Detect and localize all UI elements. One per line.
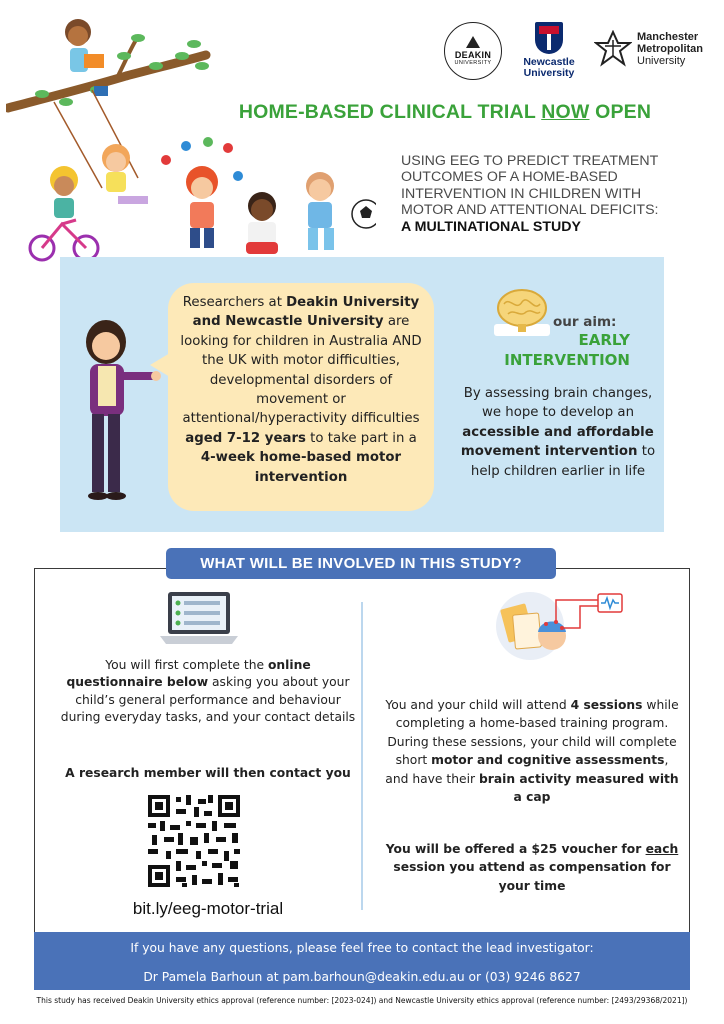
section-header: WHAT WILL BE INVOLVED IN THIS STUDY? bbox=[166, 548, 556, 579]
newcastle-shield-icon bbox=[535, 22, 563, 54]
aim-label: our aim: bbox=[553, 314, 617, 330]
mmu-logo-line1: Manchester bbox=[637, 31, 699, 43]
mmu-logo-line3: University bbox=[637, 55, 686, 67]
aim-title: EARLY INTERVENTION bbox=[504, 331, 630, 369]
newcastle-logo-subtext: University bbox=[523, 67, 575, 79]
contact-note: A research member will then contact you bbox=[65, 766, 351, 780]
subtitle-bold-line: A MULTINATIONAL STUDY bbox=[401, 218, 581, 235]
deakin-logo-text: DEAKIN bbox=[454, 50, 492, 60]
deakin-logo-subtext: UNIVERSITY bbox=[454, 60, 492, 66]
newcastle-logo bbox=[518, 22, 580, 82]
subtitle-line: OUTCOMES OF A HOME-BASED bbox=[401, 169, 618, 186]
subtitle-line: INTERVENTION IN CHILDREN WITH bbox=[401, 185, 642, 202]
questionnaire-link[interactable]: bit.ly/eeg-motor-trial bbox=[132, 899, 284, 918]
section-divider bbox=[361, 602, 363, 910]
mmu-logo bbox=[594, 26, 718, 72]
footer-contact-text[interactable]: Dr Pamela Barhoun at pam.barhoun@deakin.edu.au or (03) 9246 8627 bbox=[143, 970, 581, 984]
mmu-logo-line2: Metropolitan bbox=[637, 43, 703, 55]
questionnaire-instructions: You will first complete the online questionnaire below asking you about your child’s general performance and behaviour during everyday tasks, and your contact details bbox=[60, 658, 356, 725]
laptop-questionnaire-icon bbox=[160, 590, 238, 646]
trial-title: HOME-BASED CLINICAL TRIAL NOW OPEN bbox=[238, 101, 652, 123]
mmu-star-icon bbox=[594, 30, 632, 68]
deakin-logo bbox=[444, 22, 502, 80]
deakin-mark-icon bbox=[466, 36, 480, 48]
voucher-note: You will be offered a $25 voucher for each session you attend as compensation for your time bbox=[385, 842, 679, 893]
session-details: You and your child will attend 4 sessions while completing a home-based training program. During these sessions, your child will complete short motor and cognitive assessments, and have their brain activity measured with a cap bbox=[385, 698, 679, 805]
ethics-approval-note: This study has received Deakin University ethics approval (reference number: [2023-024]) and Newcastle University ethics approval (reference number: [2493/29368/2021]) bbox=[36, 996, 688, 1005]
subtitle-line: USING EEG TO PREDICT TREATMENT bbox=[401, 153, 659, 169]
subtitle-line: MOTOR AND ATTENTIONAL DEFICITS: bbox=[401, 202, 659, 219]
study-subtitle bbox=[401, 153, 701, 235]
eeg-assessment-icon bbox=[490, 590, 624, 664]
aim-description: By assessing brain changes, we hope to develop an accessible and affordable movement intervention to help children earlier in life bbox=[460, 386, 656, 479]
children-playing-illustration bbox=[6, 10, 376, 266]
researcher-illustration bbox=[66, 316, 162, 506]
newcastle-logo-text: Newcastle bbox=[523, 56, 575, 68]
recruitment-speech-bubble: Researchers at Deakin University and Newcastle University are looking for children in Australia AND the UK with motor difficulties, developmental disorders of movement or attentional/hyperactivity difficulties aged 7-12 years to take part in a 4-week home-based motor intervention bbox=[168, 283, 434, 511]
qr-code-icon[interactable] bbox=[146, 793, 242, 889]
footer-question-text: If you have any questions, please feel free to contact the lead investigator: bbox=[130, 941, 594, 955]
contact-footer bbox=[34, 932, 690, 990]
